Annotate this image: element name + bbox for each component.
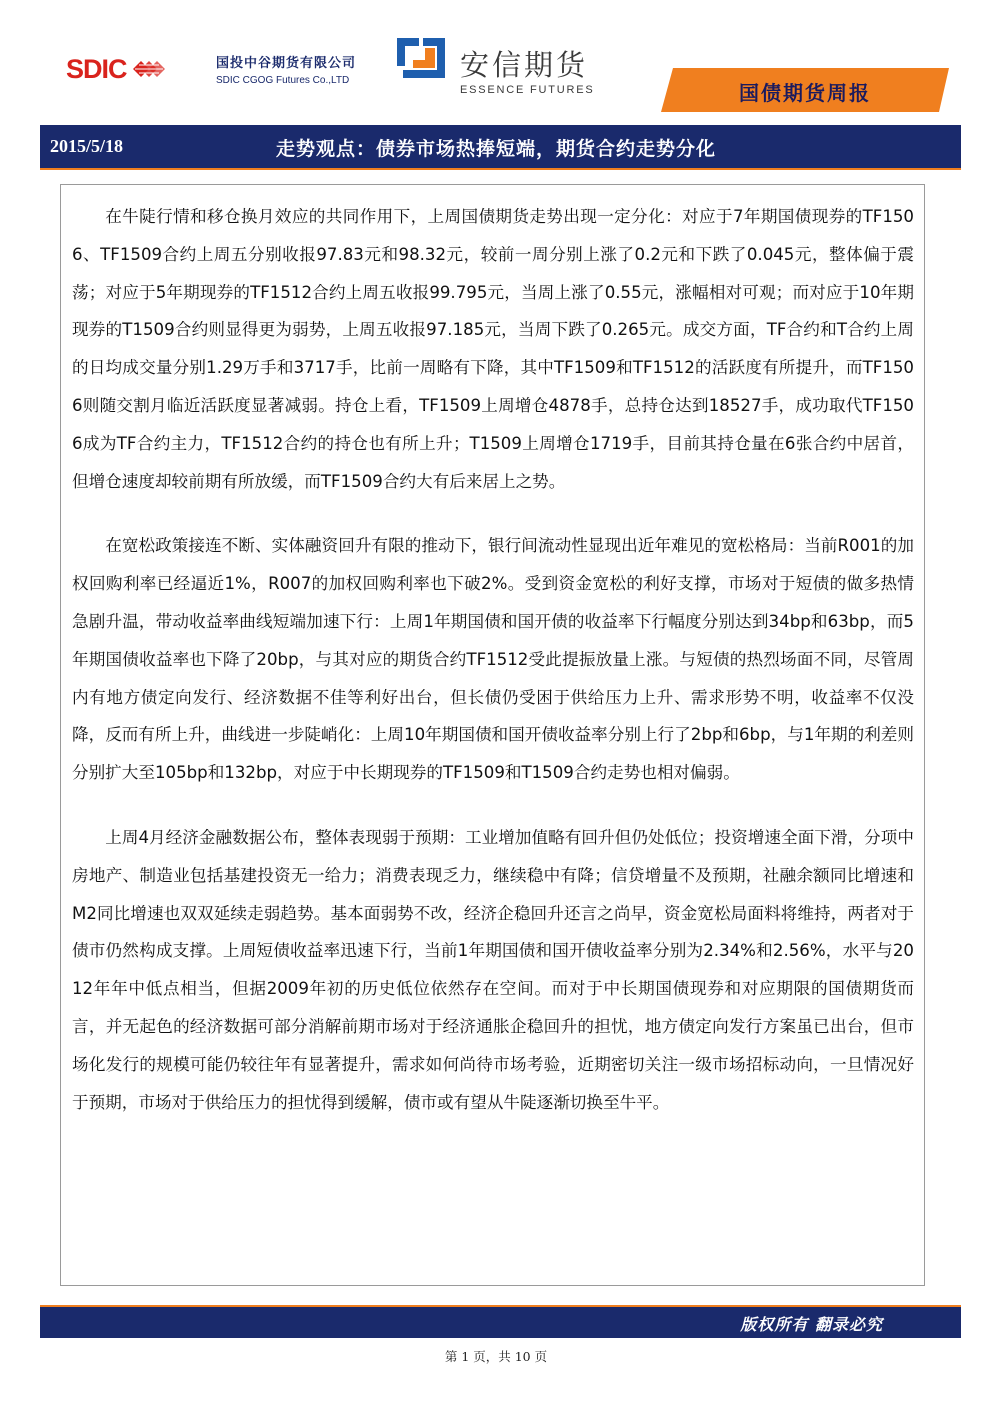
company-name-block — [216, 56, 356, 88]
content-body — [72, 198, 914, 1148]
sdic-logo-text: SDIC — [66, 53, 127, 84]
sdic-logo — [66, 54, 167, 84]
report-date: 2015/5/18 — [50, 136, 124, 156]
essence-name-en: ESSENCE FUTURES — [460, 84, 595, 96]
paragraph: 在宽松政策接连不断、实体融资回升有限的推动下，银行间流动性显现出近年难见的宽松格局：当前R001的加权回购利率已经逼近1%，R007的加权回购利率也下破2%。受到资金宽松的利好支撑，市场对于短债的做多热情急剧升温，带动收益率曲线短端加速下行：上周1年期国债和国开债的收益率下行幅度分别达到34bp和63bp，而5年期国债收益率也下降了20bp，与其对应的期货合约TF1512受此提振放量上涨。与短债的热烈场面不同，尽管周内有地方债定向发行、经济数据不佳等利好出台，但长债仍受困于供给压力上升、需求形势不明，收益率不仅没降，反而有所上升，曲线进一步陡峭化：上周10年期国债和国开债收益率分别上行了2bp和6bp，与1年期的利差则分别扩大至105bp和132bp，对应于中长期现券的TF1509和T1509合约走势也相对偏弱。 — [72, 536, 914, 783]
report-title: 走势观点：债券市场热捧短端，期货合约走势分化 — [276, 138, 717, 160]
essence-name-cn: 安信期货 — [460, 48, 589, 82]
company-name-cn: 国投中谷期货有限公司 — [216, 56, 357, 71]
content-box — [60, 184, 925, 1286]
essence-name-block — [460, 48, 595, 97]
company-name-en: SDIC CGOG Futures Co.,LTD — [216, 75, 350, 86]
report-type-tab — [661, 68, 949, 112]
title-bar — [40, 125, 961, 170]
footer-bar — [40, 1305, 961, 1338]
sdic-diamond-icon — [131, 54, 167, 84]
copyright-notice: 版权所有 翻录必究 — [740, 1315, 883, 1334]
paragraph: 上周4月经济金融数据公布，整体表现弱于预期：工业增加值略有回升但仍处低位；投资增速全面下滑，分项中房地产、制造业包括基建投资无一给力；消费表现乏力，继续稳中有降；信贷增量不及预期，社融余额同比增速和M2同比增速也双双延续走弱趋势。基本面弱势不改，经济企稳回升还言之尚早，资金宽松局面料将维持，两者对于债市仍然构成支撑。上周短债收益率迅速下行，当前1年期国债和国开债收益率分别为2.34%和2.56%，水平与2012年年中低点相当，但据2009年初的历史低位依然存在空间。而对于中长期国债现券和对应期限的国债期货而言，并无起色的经济数据可部分消解前期市场对于经济通胀企稳回升的担忧，地方债定向发行方案虽已出台，但市场化发行的规模可能仍较往年有显著提升，需求如何尚待市场考验，近期密切关注一级市场招标动向，一旦情况好于预期，市场对于供给压力的担忧得到缓解，债市或有望从牛陡逐渐切换至牛平。 — [72, 827, 914, 1112]
essence-logo-icon — [395, 34, 447, 80]
report-type-label: 国债期货周报 — [739, 81, 871, 105]
page-number: 第 1 页，共 10 页 — [444, 1349, 548, 1364]
paragraph: 在牛陡行情和移仓换月效应的共同作用下，上周国债期货走势出现一定分化：对应于7年期国债现券的TF1506、TF1509合约上周五分别收报97.83元和98.32元，较前一周分别上涨了0.2元和下跌了0.045元，整体偏于震荡；对应于5年期现券的TF1512合约上周五收报99.795元，当周上涨了0.55元，涨幅相对可观；而对应于10年期现券的T1509合约则显得更为弱势，上周五收报97.185元，当周下跌了0.265元。成交方面，TF合约和T合约上周的日均成交量分别1.29万手和3717手，比前一周略有下降，其中TF1509和TF1512的活跃度有所提升，而TF1506则随交割月临近活跃度显著减弱。持仓上看，TF1509上周增仓4878手，总持仓达到18527手，成功取代TF1506成为TF合约主力，TF1512合约的持仓也有所上升；T1509上周增仓1719手，目前其持仓量在6张合约中居首，但增仓速度却较前期有所放缓，而TF1509合约大有后来居上之势。 — [72, 207, 914, 491]
